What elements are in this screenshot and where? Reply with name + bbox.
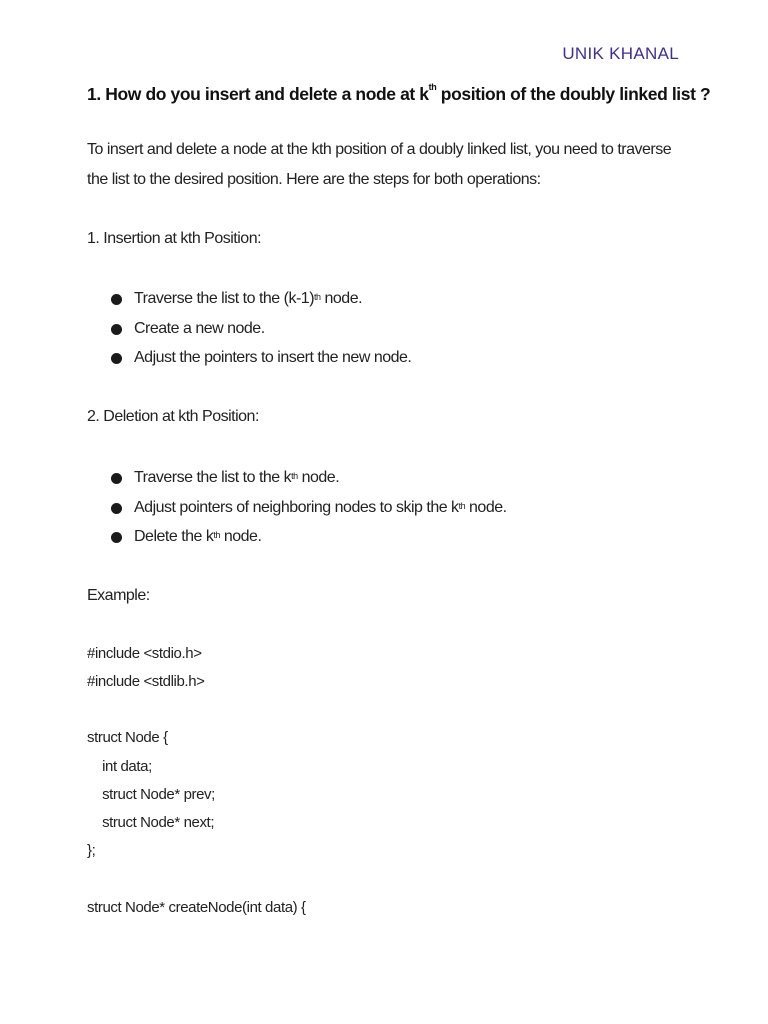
list-item: Adjust pointers of neighboring nodes to skip the $k^{th}$ node. <box>111 497 507 527</box>
bullet-icon <box>111 324 122 335</box>
intro-line-2: the list to the desired position. Here are the steps for both operations: <box>87 171 541 188</box>
code-line: struct Node* prev; <box>87 786 215 803</box>
heading-superscript: th <box>428 82 437 92</box>
bullet-icon <box>111 294 122 305</box>
code-line: int data; <box>87 758 152 775</box>
code-line: struct Node* createNode(int data) { <box>87 899 306 916</box>
bullet-icon <box>111 532 122 543</box>
list-item: Adjust the pointers to insert the new node. <box>111 347 411 377</box>
author-name: UNIK KHANAL <box>562 44 679 63</box>
list-item: Traverse the list to the $(k-1)^{th}$ node. <box>111 288 411 318</box>
list-item: Delete the $k^{th}$ node. <box>111 526 507 556</box>
list-item: Traverse the list to the $k^{th}$ node. <box>111 467 507 497</box>
deletion-title: 2. Deletion at kth Position: <box>87 408 259 425</box>
heading-text: 1. How do you insert and delete a node at k <box>87 84 429 104</box>
code-line: }; <box>87 842 96 859</box>
bullet-icon <box>111 473 122 484</box>
bullet-icon <box>111 353 122 364</box>
intro-line-1: To insert and delete a node at the kth position of a doubly linked list, you need to traverse <box>87 141 672 158</box>
code-line: #include <stdlib.h> <box>87 673 205 690</box>
insertion-steps-list <box>111 288 411 377</box>
heading-text-end: position of the doubly linked list ? <box>436 84 711 104</box>
code-line: struct Node { <box>87 729 168 746</box>
bullet-icon <box>111 503 122 514</box>
code-line: #include <stdio.h> <box>87 645 202 662</box>
list-item: Create a new node. <box>111 318 411 348</box>
deletion-steps-list <box>111 467 507 556</box>
example-label: Example: <box>87 587 150 604</box>
insertion-title: 1. Insertion at kth Position: <box>87 230 262 247</box>
code-line: struct Node* next; <box>87 814 215 831</box>
question-heading <box>87 82 711 105</box>
